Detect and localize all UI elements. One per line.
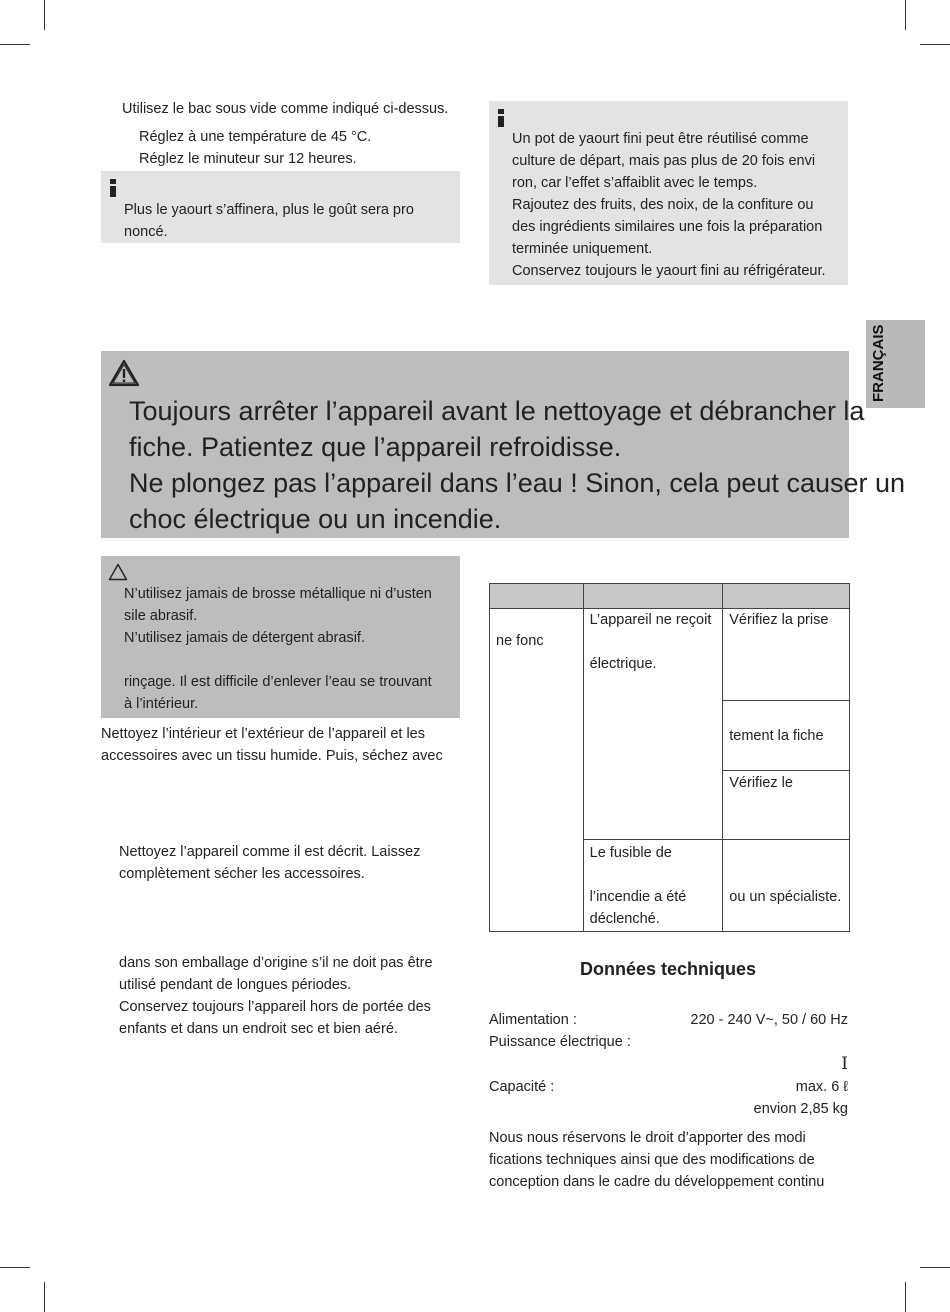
intro-line: Utilisez le bac sous vide comme indiqué ci-dessus. — [122, 101, 449, 117]
tech-row — [489, 1076, 848, 1098]
solution-text: Vérifiez le — [729, 775, 793, 791]
info-line: Plus le yaourt s’affinera, plus le goût sera pro — [124, 202, 414, 218]
info-box-left — [101, 171, 460, 243]
crop-mark — [44, 0, 45, 30]
cleaning-line: accessoires avec un tissu humide. Puis, séchez avec — [101, 748, 443, 764]
tech-note-line: Nous nous réservons le droit d’apporter des modi — [489, 1130, 806, 1146]
cause-line: L’appareil ne reçoit — [589, 612, 712, 628]
tech-label: Capacité : — [489, 1079, 555, 1095]
tech-value: envion 2,85 kg — [753, 1101, 848, 1117]
caution-line: rinçage. Il est difficile d’enlever l’eau se trouvant — [124, 674, 432, 690]
info-box-right — [489, 101, 848, 285]
table-header-cell — [583, 584, 723, 609]
storage-line: enfants et dans un endroit sec et bien aéré. — [119, 1021, 398, 1037]
table-header-row — [490, 584, 850, 609]
tech-row — [489, 1031, 848, 1053]
solution-text: ou un spécialiste. — [729, 889, 842, 905]
caution-box — [101, 556, 460, 718]
warning-line: choc électrique ou un incendie. — [129, 504, 502, 534]
warning-line: fiche. Patientez que l’appareil refroidisse. — [129, 432, 622, 462]
tech-label: Puissance électrique : — [489, 1034, 631, 1050]
tech-value: 220 - 240 V~, 50 / 60 Hz — [690, 1012, 848, 1028]
caution-line: sile abrasif. — [124, 608, 198, 624]
cause-line — [590, 864, 723, 886]
crop-mark — [920, 1267, 950, 1268]
info-line: des ingrédients similaires une fois la préparation — [512, 219, 823, 235]
cause-line: l’incendie a été — [589, 889, 687, 905]
tech-label: Alimentation : — [489, 1012, 577, 1028]
cause-line: électrique. — [589, 656, 657, 672]
warning-line: Toujours arrêter l’appareil avant le nettoyage et débrancher la — [129, 396, 865, 426]
problem-cell — [490, 609, 584, 932]
info-line: ron, car l’effet s’affaiblit avec le temps. — [512, 175, 758, 191]
crop-mark — [920, 44, 950, 45]
crop-mark — [905, 1282, 906, 1312]
caution-line: N’utilisez jamais de brosse métallique ni d’usten — [124, 586, 432, 602]
problem-text: ne fonc — [496, 633, 544, 649]
info-icon — [109, 179, 117, 197]
crop-mark — [0, 44, 30, 45]
info-line: Rajoutez des fruits, des noix, de la confiture ou — [512, 197, 814, 213]
caution-line: à l’intérieur. — [124, 696, 199, 712]
solution-cell — [723, 609, 850, 701]
tech-note-line: fications techniques ainsi que des modifications de — [489, 1152, 815, 1168]
info-line: terminée uniquement. — [512, 241, 653, 257]
info-line: Conservez toujours le yaourt fini au réfrigérateur. — [512, 263, 826, 279]
crop-mark — [0, 1267, 30, 1268]
storage-line: Conservez toujours l’appareil hors de portée des — [119, 999, 431, 1015]
timer-line: Réglez le minuteur sur 12 heures. — [139, 151, 357, 167]
info-line: culture de départ, mais pas plus de 20 fois envi — [512, 153, 816, 169]
cause-cell — [583, 840, 723, 932]
tech-row — [489, 1098, 848, 1120]
cause-line: Le fusible de — [589, 845, 672, 861]
info-line: noncé. — [124, 224, 168, 240]
troubleshooting-table — [489, 583, 850, 932]
crop-mark — [44, 1282, 45, 1312]
dry-line: complètement sécher les accessoires. — [119, 866, 365, 882]
tech-row — [489, 1053, 848, 1076]
cause-line: déclenché. — [589, 911, 660, 927]
warning-triangle-icon — [108, 359, 140, 387]
warning-line: Ne plongez pas l’appareil dans l’eau ! Sinon, cela peut causer un — [129, 468, 906, 498]
solution-cell — [723, 840, 850, 932]
storage-line: utilisé pendant de longues périodes. — [119, 977, 352, 993]
language-tab — [866, 320, 925, 408]
info-line: Un pot de yaourt fini peut être réutilisé comme — [512, 131, 809, 147]
table-row — [490, 609, 850, 701]
tech-note-line: conception dans le cadre du développement continu — [489, 1174, 825, 1190]
solution-text: Vérifiez la prise — [729, 612, 829, 628]
tech-row — [489, 1009, 848, 1031]
dry-line: Nettoyez l’appareil comme il est décrit. Laissez — [119, 844, 421, 860]
tech-value: I — [841, 1054, 848, 1074]
table-header-cell — [490, 584, 584, 609]
storage-line: dans son emballage d’origine s’il ne doit pas être — [119, 955, 433, 971]
solution-text: tement la fiche — [729, 728, 824, 744]
language-tab-label: FRANÇAIS — [870, 324, 887, 402]
tech-data-title: Données techniques — [580, 959, 757, 979]
table-header-cell — [723, 584, 850, 609]
tech-value: max. 6 ℓ — [795, 1079, 848, 1095]
info-icon — [497, 109, 505, 127]
temperature-line: Réglez à une température de 45 °C. — [139, 129, 372, 145]
cleaning-line: Nettoyez l’intérieur et l’extérieur de l’appareil et les — [101, 726, 425, 742]
solution-cell — [723, 771, 850, 840]
cause-cell — [583, 609, 723, 840]
crop-mark — [905, 0, 906, 30]
tech-data-list — [489, 1009, 848, 1120]
solution-cell — [723, 701, 850, 771]
caution-triangle-icon — [108, 563, 128, 581]
cause-line — [590, 631, 723, 653]
caution-line: N’utilisez jamais de détergent abrasif. — [124, 630, 365, 646]
